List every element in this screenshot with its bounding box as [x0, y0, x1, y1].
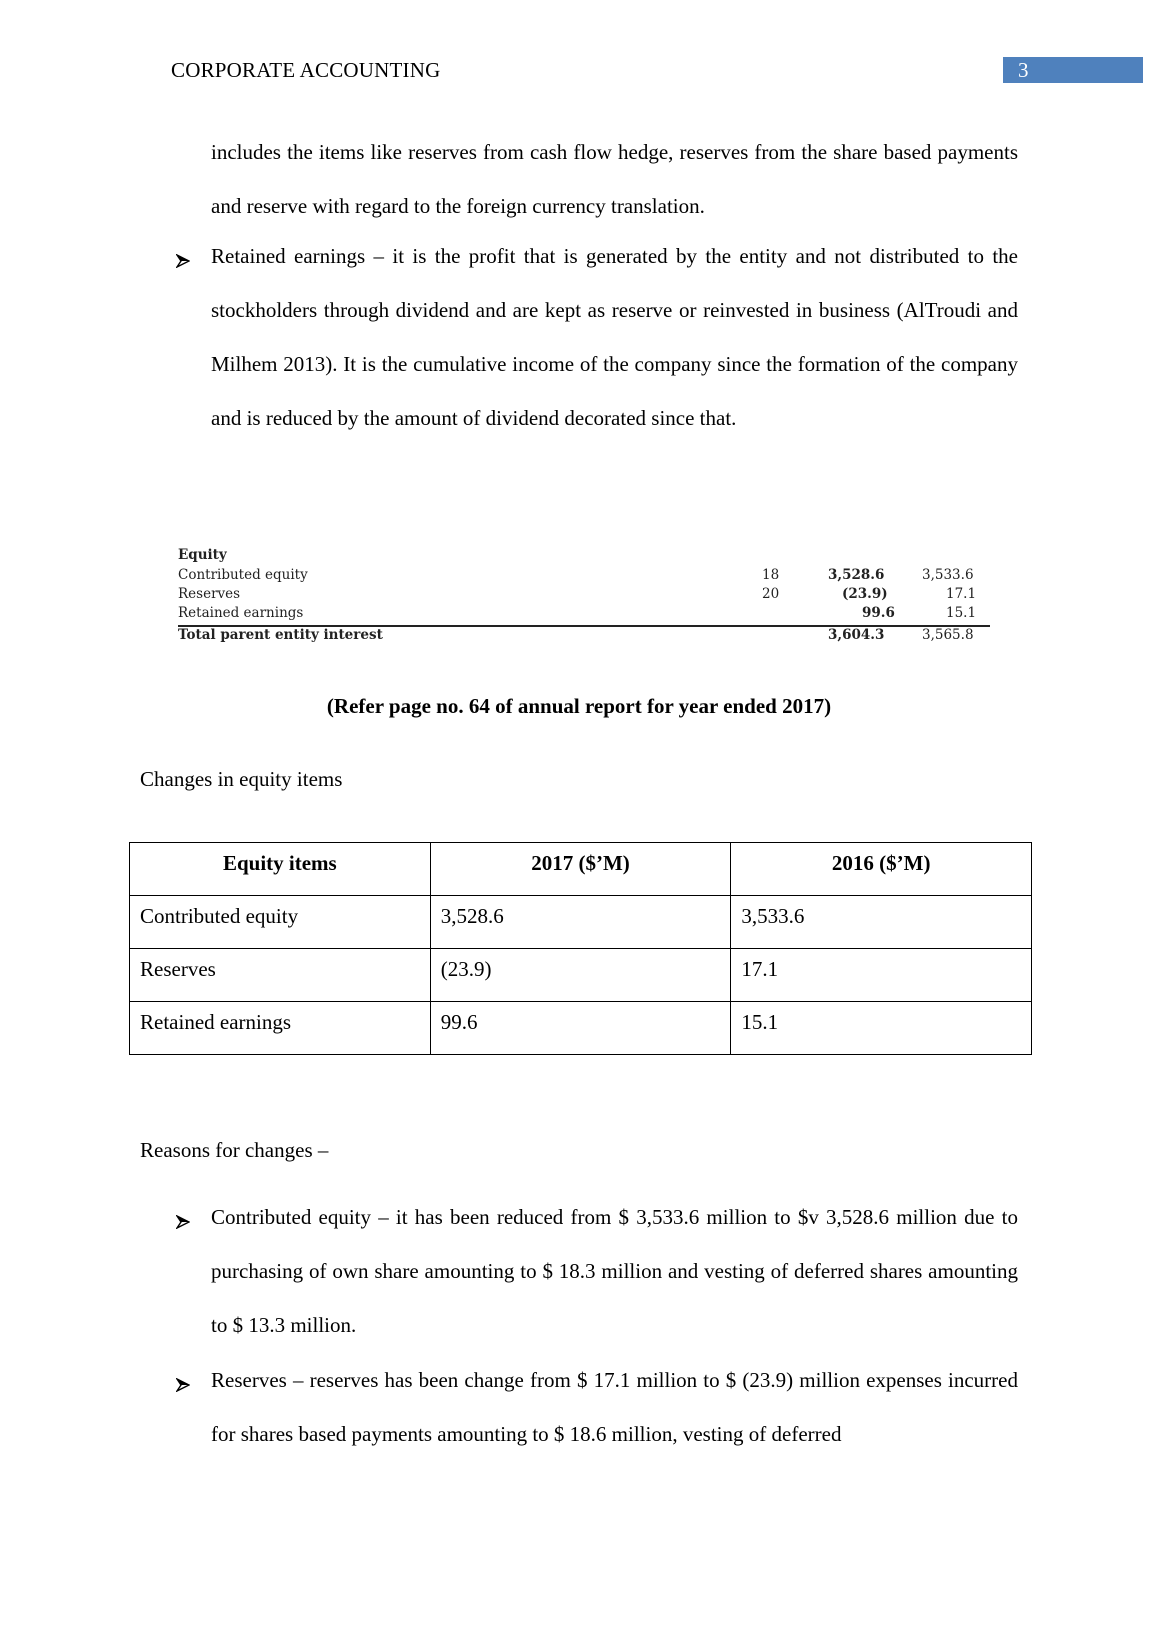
page-number: 3: [1018, 58, 1029, 82]
extract-row-note: 20: [762, 586, 780, 602]
table-cell: Retained earnings: [130, 1002, 431, 1055]
table-cell: Reserves: [130, 949, 431, 1002]
page-number-badge: [1003, 57, 1143, 83]
table-cell: 17.1: [731, 949, 1032, 1002]
table-header-cell: 2016 ($’M): [731, 843, 1032, 896]
intro-paragraph: includes the items like reserves from cash flow hedge, reserves from the share based payments and reserve with regard to the foreign currency translation.: [211, 140, 1018, 218]
arrow-bullet-icon: [176, 1378, 190, 1392]
extract-caption: (Refer page no. 64 of annual report for year ended 2017): [326, 694, 832, 718]
extract-total-label: Total parent entity interest: [178, 627, 383, 643]
equity-items-table: [129, 842, 1032, 1055]
header-title: CORPORATE ACCOUNTING: [171, 58, 441, 82]
extract-row-note: 18: [762, 567, 780, 583]
table-row: [130, 949, 1032, 1002]
extract-row-2016: 17.1: [946, 586, 977, 602]
arrow-bullet-icon: [176, 1215, 190, 1229]
extract-row-2016: 3,533.6: [922, 567, 974, 583]
reasons-heading: Reasons for changes –: [140, 1138, 329, 1162]
extract-row: [178, 605, 990, 625]
table-row: [130, 896, 1032, 949]
retained-earnings-bullet-text: Retained earnings – it is the profit that is generated by the entity and not distributed to the stockholders through dividend and are kept as reserve or reinvested in business (AlTroudi and Milhem 2013). It is the cumulative income of the company since the formation of the company and is reduced by the amount of dividend decorated since that.: [211, 244, 1018, 430]
extract-row: [178, 567, 990, 587]
extract-row-2017: 3,528.6: [828, 567, 885, 583]
extract-row-2016: 15.1: [946, 605, 977, 621]
annual-report-extract: [178, 547, 990, 647]
extract-row-2017: (23.9): [842, 586, 888, 602]
table-cell: 99.6: [430, 1002, 731, 1055]
table-cell: 3,528.6: [430, 896, 731, 949]
arrow-bullet-icon: [176, 254, 190, 268]
extract-row-label: Contributed equity: [178, 567, 308, 583]
table-cell: 15.1: [731, 1002, 1032, 1055]
extract-total-2016: 3,565.8: [922, 627, 974, 643]
changes-heading: Changes in equity items: [140, 767, 343, 791]
reserves-bullet-text: Reserves – reserves has been change from $ 17.1 million to $ (23.9) million expenses incurred for shares based payments amounting to $ 18.6 million, vesting of deferred: [211, 1368, 1018, 1446]
contributed-equity-bullet-text: Contributed equity – it has been reduced from $ 3,533.6 million to $v 3,528.6 million due to purchasing of own share amounting to $ 18.3 million and vesting of deferred shares amounting to $ 13.3 million.: [211, 1205, 1018, 1337]
extract-row: [178, 586, 990, 606]
extract-row-label: Reserves: [178, 586, 241, 602]
table-header-cell: Equity items: [130, 843, 431, 896]
extract-total-row: [178, 627, 990, 647]
extract-row-label: Retained earnings: [178, 605, 304, 621]
table-cell: Contributed equity: [130, 896, 431, 949]
table-cell: (23.9): [430, 949, 731, 1002]
table-row: [130, 1002, 1032, 1055]
extract-heading: Equity: [178, 547, 227, 563]
table-header-cell: 2017 ($’M): [430, 843, 731, 896]
extract-total-2017: 3,604.3: [828, 627, 885, 643]
table-header-row: [130, 843, 1032, 896]
table-cell: 3,533.6: [731, 896, 1032, 949]
extract-row-2017: 99.6: [862, 605, 895, 621]
